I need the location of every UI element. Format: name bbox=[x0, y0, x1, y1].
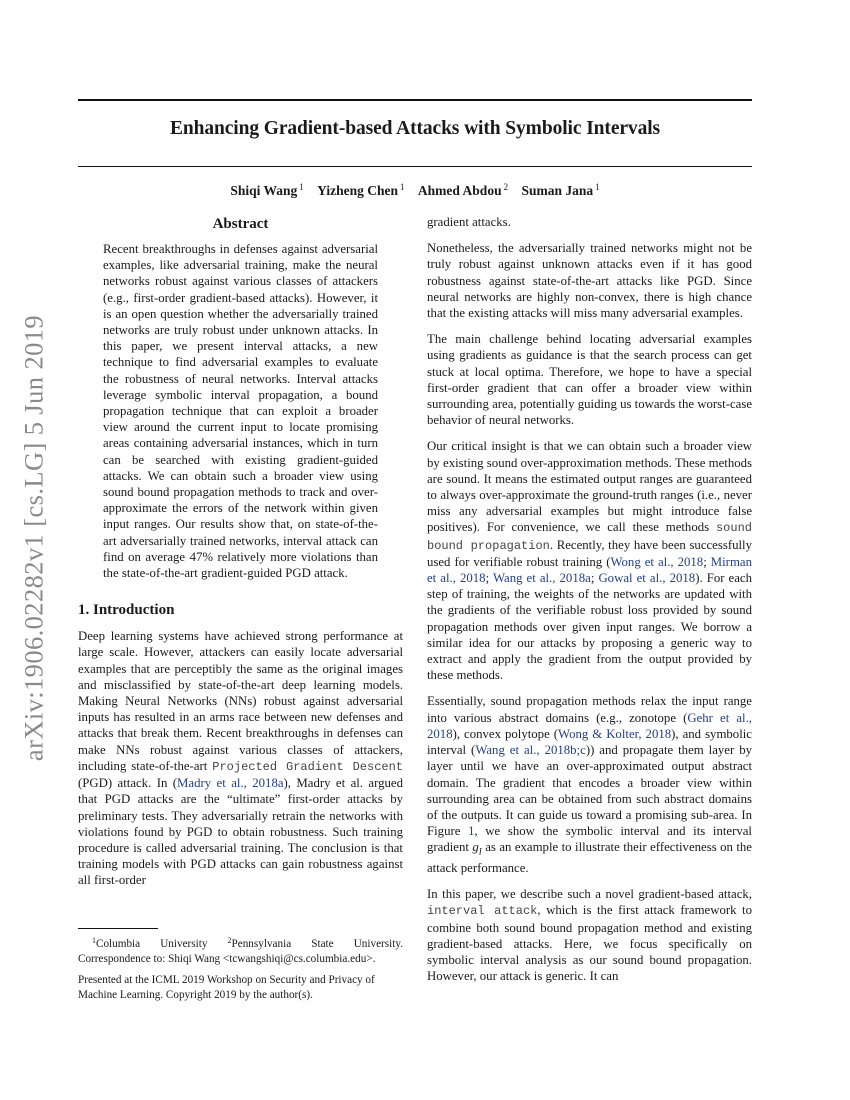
affiliation-footnote: $^1$Columbia University $^2$Pennsylvania State University. Correspondence to: Shiqi Wang <tcwangshiqi@cs.columbia.edu>. bbox=[78, 936, 403, 965]
author: Ahmed Abdou $^2$ bbox=[417, 182, 509, 198]
citation-link[interactable]: Wang et al., 2018a bbox=[492, 571, 591, 586]
figure-reference-link[interactable]: 1 bbox=[468, 824, 475, 839]
paragraph-continuation: gradient attacks. bbox=[427, 215, 511, 229]
term-interval-attack: interval attack bbox=[427, 904, 538, 919]
pgd-term: Projected Gradient Descent bbox=[212, 759, 403, 774]
citation-link[interactable]: Madry et al., 2018a bbox=[177, 776, 284, 791]
citation-link[interactable]: Wong et al., 2018 bbox=[610, 554, 704, 569]
author-list bbox=[78, 182, 752, 199]
paper-title: Enhancing Gradient-based Attacks with Symbolic Intervals bbox=[169, 118, 661, 139]
section-heading-introduction: 1. Introduction bbox=[78, 602, 175, 619]
abstract-heading: Abstract bbox=[212, 216, 269, 232]
body-paragraph: Nonetheless, the adversarially trained networks might not be truly robust against unknown attacks even if it has good robustness against state-of-the-art attacks like PGD. Since neural networks are highly non-convex, there is high chance that the existing attacks will miss many adversarial examples. bbox=[427, 241, 752, 321]
author: Suman Jana $^1$ bbox=[521, 182, 600, 198]
footnote-rule bbox=[78, 928, 158, 929]
presented-note: Presented at the ICML 2019 Workshop on Security and Privacy of Machine Learning. Copyright 2019 by the author(s). bbox=[78, 974, 375, 1001]
term-sound-bound-propagation: sound bound propagation bbox=[427, 521, 752, 553]
interval-gradient-symbol: $g_I$ bbox=[472, 840, 482, 857]
top-rule bbox=[78, 99, 752, 101]
body-paragraph: The main challenge behind locating adversarial examples using gradients as guidance is that the search process can get stuck at local optima. Therefore, we hope to have a special first-order gradient that can offer a broader view within surrounding area, potentially guiding us towards the worst-case behavior of neural networks. bbox=[427, 332, 752, 428]
citation-link[interactable]: Wang et al., 2018b;c bbox=[475, 743, 586, 758]
citation-link[interactable]: Gowal et al., 2018 bbox=[598, 571, 696, 586]
right-column bbox=[427, 214, 752, 994]
author: Shiqi Wang $^1$ bbox=[230, 182, 304, 198]
intro-paragraph: Deep learning systems have achieved strong performance at large scale. However, attackers can easily locate adversarial examples that are perceptibly the same as the original images and misclassified by state-of-the-art deep learning models. Making Neural Networks (NNs) robust against adversarial inputs has resulted in an arms race between new defenses and attacks that break them. Recent breakthroughs in defenses can make NNs robust against various classes of attackers, including state-of-the-art Projected Gradient Descent (PGD) attack. In (Madry et al., 2018a), Madry et al. argued that PGD attacks are the “ultimate” first-order attacks by preliminary tests. They adversarially retrain the networks with violations found by PGD to obtain robustness. Such training procedure is called adversarial training. The conclusion is that training models with PGD attacks can gain robustness against all first-order bbox=[78, 629, 404, 888]
citation-link[interactable]: Wong & Kolter, 2018 bbox=[558, 726, 672, 741]
arxiv-side-label bbox=[4, 303, 64, 773]
body-paragraph: Our critical insight is that we can obtain such a broader view by existing sound over-approximation methods. These methods are sound. It means the estimated output ranges are guaranteed to always over-approximate the ground-truth ranges (i.e., never miss any adversarial examples but might introduce false positives). For convenience, we call these methods sound bound propagation. Recently, they have been successfully used for verifiable robust training (Wong et al., 2018; Mirman et al., 2018; Wang et al., 2018a; Gowal et al., 2018). For each step of training, the weights of the networks are updated with the gradients of the verifiable robust loss provided by sound propagation methods over given input ranges. We borrow a similar idea for our attacks by proposing a generic way to extract and apply the gradient from the output provided by these methods. bbox=[427, 439, 752, 683]
arxiv-identifier: arXiv:1906.02282v1 [cs.LG] 5 Jun 2019 bbox=[18, 314, 49, 762]
citation-link[interactable]: Gehr et al., 2018 bbox=[427, 710, 752, 741]
body-paragraph: Essentially, sound propagation methods relax the input range into various abstract domains (e.g., zonotope (Gehr et al., 2018), convex polytope (Wong & Kolter, 2018), and symbolic interval (Wang et al., 2018b;c)) and propagate them layer by layer until we have an over-approximated output abstract domain. The gradient that encodes a broader view within surrounding area can be obtained from such abstract domains of the outputs. It can guide us toward a promising sub-area. In Figure 1, we show the symbolic interval and its interval gradient $g_I$ as an example to illustrate their effectiveness on the attack performance. bbox=[427, 694, 753, 876]
author: Yizheng Chen $^1$ bbox=[317, 182, 405, 198]
left-column bbox=[78, 214, 403, 899]
body-paragraph: In this paper, we describe such a novel gradient-based attack, interval attack, which is the first attack framework to combine both sound bound propagation method and existing gradient-based attacks. Here, we focus specifically on symbolic interval analysis as our sound bound propagation. However, our attack is generic. It can bbox=[427, 887, 752, 984]
abstract-body: Recent breakthroughs in defenses against adversarial examples, like adversarial training, make the neural networks robust against various classes of attackers (e.g., first-order gradient-based attacks). However, it is an open question whether the adversarially trained networks are truly robust under unknown attacks. In this paper, we present interval attacks, a new technique to find adversarial examples to evaluate the robustness of neural networks. Interval attacks leverage symbolic interval propagation, a bound propagation technique that can exploit a broader view around the current input to locate promising areas containing adversarial instances, which in turn can be searched with existing gradient-guided attacks. We can obtain such a broader view using sound bound propagation methods to track and over-approximate the errors of the network within given input ranges. Our results show that, on state-of-the-art adversarially trained networks, interval attack can find on average 47% relatively more violations than the state-of-the-art gradient-guided PGD attack. bbox=[103, 242, 378, 581]
title-rule bbox=[78, 166, 752, 167]
citation-link[interactable]: Mirman et al., 2018 bbox=[427, 554, 752, 586]
